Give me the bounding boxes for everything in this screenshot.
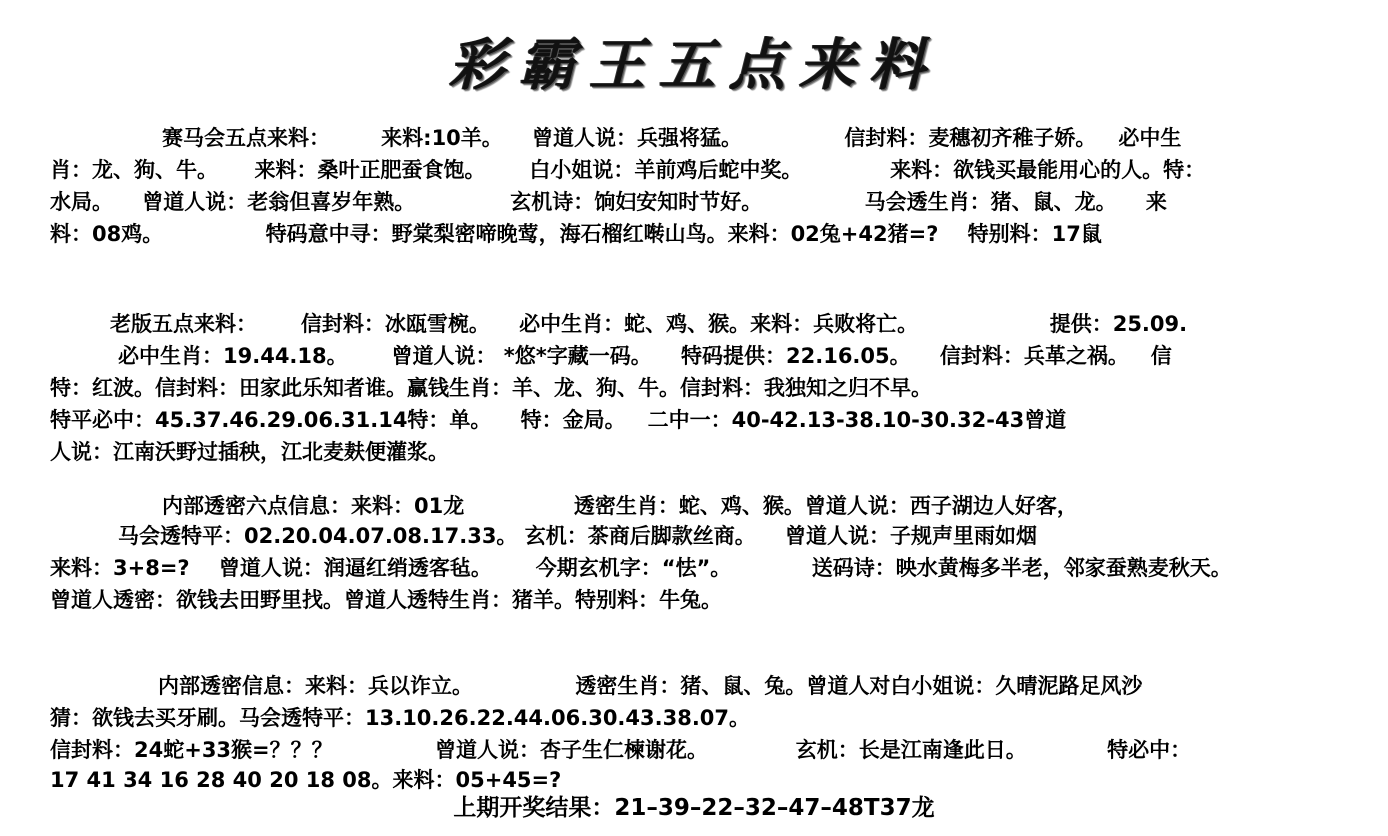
section-4-line-4: 17 41 34 16 28 40 20 18 08。来料：05+45=? — [50, 768, 562, 792]
section-1-line-1: 赛马会五点来料： 来料:10羊。 曾道人说：兵强将猛。 信封料：麦穗初齐稚子娇。 必中生 — [162, 126, 1182, 150]
section-2-line-1: 老版五点来料： 信封料：冰瓯雪椀。 必中生肖：蛇、鸡、猴。来料：兵败将亡。 提供：25.09. — [110, 312, 1188, 336]
section-2-line-3: 特：红波。信封料：田家此乐知者谁。赢钱生肖：羊、龙、狗、牛。信封料：我独知之归不早。 — [50, 376, 932, 400]
section-1-line-4: 料：08鸡。 特码意中寻：野棠梨密啼晚莺，海石榴红啭山鸟。来料：02兔+42猪=? 特别料：17鼠 — [50, 222, 1102, 246]
section-3-line-1: 内部透密六点信息：来料：01龙 透密生肖：蛇、鸡、猴。曾道人说：西子湖边人好客， — [162, 494, 1078, 518]
section-2-line-2: 必中生肖：19.44.18。 曾道人说： *悠*字藏一码。 特码提供：22.16.05。 信封料：兵革之祸。 信 — [118, 344, 1172, 368]
last-draw-result: 上期开奖结果：21–39–22–32–47–48T37龙 — [453, 795, 935, 821]
section-3-line-4: 曾道人透密：欲钱去田野里找。曾道人透特生肖：猪羊。特别料：牛兔。 — [50, 588, 722, 612]
page-title: 彩霸王五点来料 — [449, 32, 939, 98]
section-3-line-2: 马会透特平：02.20.04.07.08.17.33。 玄机：茶商后脚款丝商。 曾道人说：子规声里雨如烟 — [118, 524, 1037, 548]
section-1-line-3: 水局。 曾道人说：老翁但喜岁年熟。 玄机诗：饷妇安知时节好。 马会透生肖：猪、鼠、龙。 来 — [50, 190, 1167, 214]
section-4-line-2: 猜：欲钱去买牙刷。马会透特平：13.10.26.22.44.06.30.43.38.07。 — [50, 706, 751, 730]
section-2-line-5: 人说：江南沃野过插秧，江北麦麸便灌浆。 — [50, 440, 449, 464]
section-1-line-2: 肖：龙、狗、牛。 来料：桑叶正肥蚕食饱。 白小姐说：羊前鸡后蛇中奖。 来料：欲钱买最能用心的人。特： — [50, 158, 1206, 182]
section-4-line-1: 内部透密信息：来料：兵以诈立。 透密生肖：猪、鼠、兔。曾道人对白小姐说：久晴泥路足风沙 — [158, 674, 1143, 698]
section-4-line-3: 信封料：24蛇+33猴=？？？ 曾道人说：杏子生仁楝谢花。 玄机：长是江南逢此日。 特必中： — [50, 738, 1192, 762]
section-3-line-3: 来料：3+8=? 曾道人说：润逼红绡透客毡。 今期玄机字：“怯”。 送码诗：映水黄梅多半老，邻家蚕熟麦秋天。 — [50, 556, 1232, 580]
section-2-line-4: 特平必中：45.37.46.29.06.31.14特：单。 特：金局。 二中一：40-42.13-38.10-30.32-43曾道 — [50, 408, 1067, 432]
